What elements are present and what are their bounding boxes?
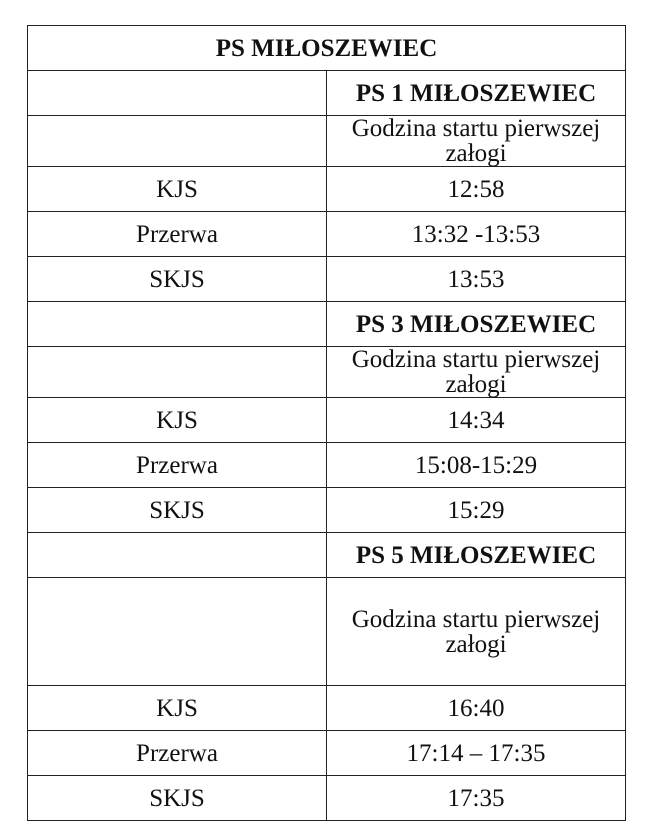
row-value: 17:14 – 17:35 — [327, 731, 626, 776]
row-label: Przerwa — [28, 443, 327, 488]
row-label: SKJS — [28, 488, 327, 533]
row-label: SKJS — [28, 776, 327, 821]
row-value: 17:35 — [327, 776, 626, 821]
row-label: KJS — [28, 167, 327, 212]
section-title: PS 1 MIŁOSZEWIEC — [327, 71, 626, 116]
table-row — [28, 167, 626, 212]
table-title: PS MIŁOSZEWIEC — [28, 26, 626, 71]
table-row — [28, 212, 626, 257]
row-label: Przerwa — [28, 212, 327, 257]
empty-cell — [28, 578, 327, 686]
section-header-row — [28, 302, 626, 347]
row-label: KJS — [28, 398, 327, 443]
row-label: SKJS — [28, 257, 327, 302]
start-time-header: Godzina startu pierwszej załogi — [327, 347, 626, 398]
row-value: 13:32 -13:53 — [327, 212, 626, 257]
empty-cell — [28, 116, 327, 167]
row-value: 13:53 — [327, 257, 626, 302]
title-row — [28, 26, 626, 71]
empty-cell — [28, 71, 327, 116]
start-time-header: Godzina startu pierwszej załogi — [327, 578, 626, 686]
empty-cell — [28, 533, 327, 578]
table-row — [28, 398, 626, 443]
row-label: Przerwa — [28, 731, 327, 776]
row-value: 12:58 — [327, 167, 626, 212]
table-row — [28, 443, 626, 488]
empty-cell — [28, 302, 327, 347]
row-value: 16:40 — [327, 686, 626, 731]
section-title: PS 5 MIŁOSZEWIEC — [327, 533, 626, 578]
empty-cell — [28, 347, 327, 398]
row-label: KJS — [28, 686, 327, 731]
row-value: 14:34 — [327, 398, 626, 443]
table-row — [28, 686, 626, 731]
subheader-row — [28, 347, 626, 398]
table-row — [28, 257, 626, 302]
row-value: 15:08-15:29 — [327, 443, 626, 488]
section-header-row — [28, 71, 626, 116]
subheader-row — [28, 116, 626, 167]
subheader-row — [28, 578, 626, 686]
start-time-header: Godzina startu pierwszej załogi — [327, 116, 626, 167]
section-title: PS 3 MIŁOSZEWIEC — [327, 302, 626, 347]
row-value: 15:29 — [327, 488, 626, 533]
table-row — [28, 731, 626, 776]
table-row — [28, 776, 626, 821]
section-header-row — [28, 533, 626, 578]
table-row — [28, 488, 626, 533]
schedule-document — [27, 25, 626, 816]
schedule-table — [27, 25, 626, 821]
